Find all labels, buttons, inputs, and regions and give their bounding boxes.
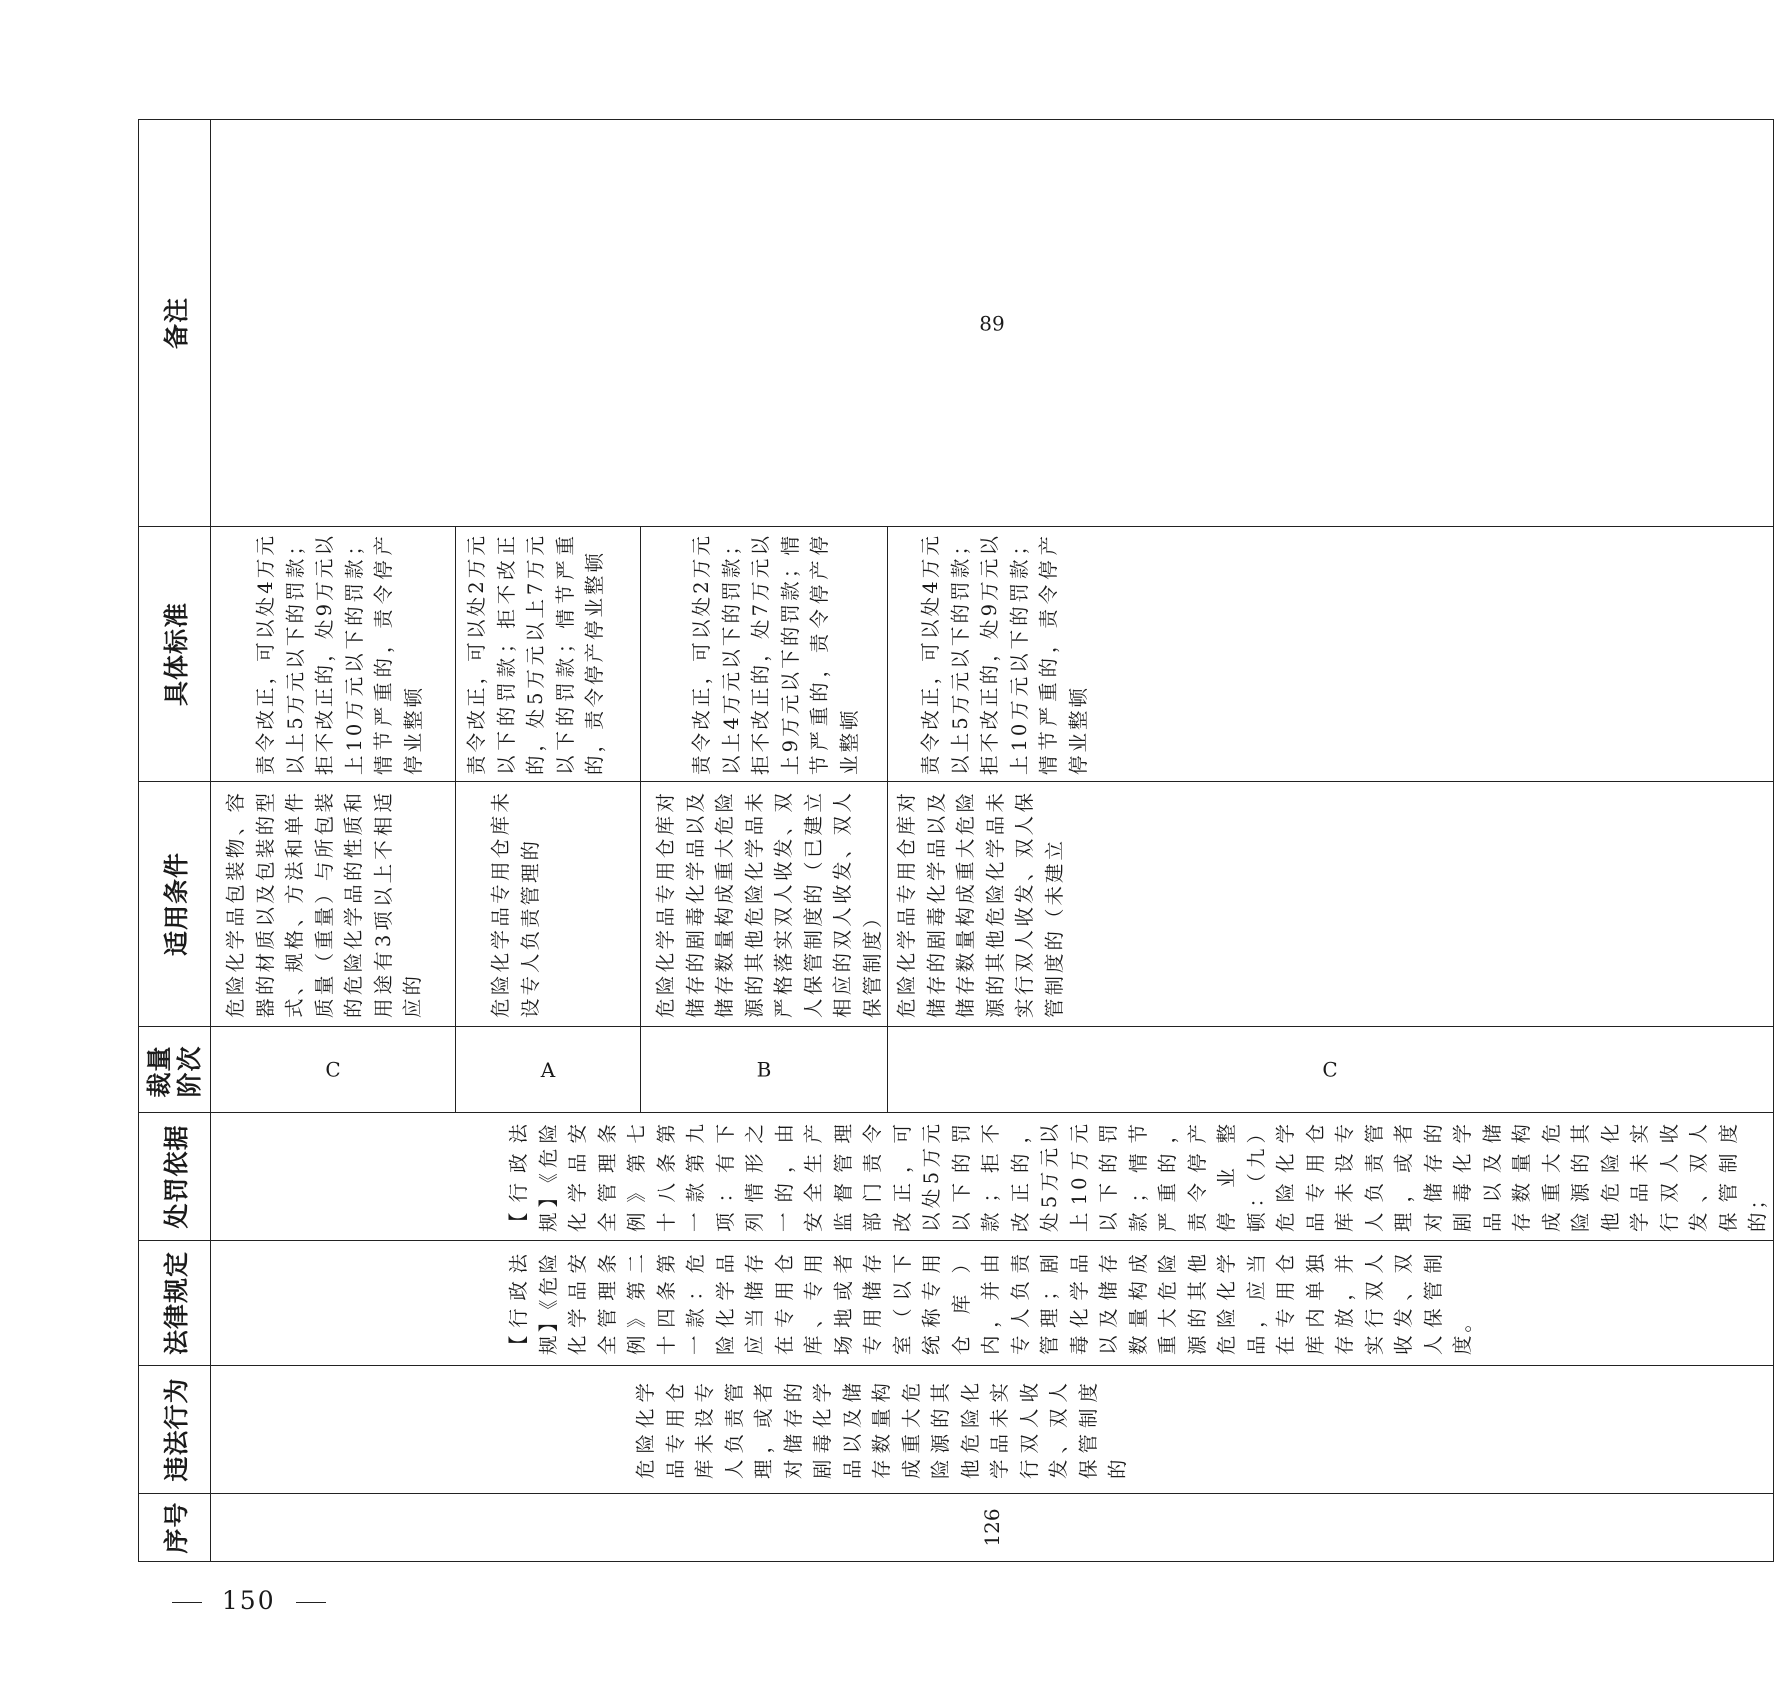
header-remark: 备注 [139,120,211,527]
standard-cell [456,527,641,782]
condition-text: 危险化学品专用仓库未设专人负责管理的 [489,790,542,1018]
page-number: 150 [221,1586,276,1615]
condition-cell [211,782,456,1027]
level-cell [456,1027,641,1113]
standard-text: 责令改正，可以处2万元以下的罚款；拒不改正的，处5万元以上7万元以下的罚款；情节严重的，责令停产停业整顿 [465,533,606,775]
standard-text: 责令改正，可以处4万元以上5万元以下的罚款；拒不改正的，处9万元以上10万元以下的罚款；情节严重的，责令停产停业整顿 [919,533,1090,775]
standard-cell [211,527,456,782]
remark-cell [211,120,1774,527]
law-cell [211,1241,1774,1366]
level-value: B [756,1057,772,1082]
penalty-table [138,119,1774,1562]
header-basis: 处罚依据 [139,1113,211,1241]
footer-dash-left [172,1602,202,1603]
header-seq: 序号 [139,1494,211,1562]
basis-cell [211,1113,1774,1241]
law-text: 【行政法规】《危险化学品安全管理条例》第二十四条第一款：危险化学品应当储存在专用仓库、专用场地或者专用储存室（以下统称专用仓库）内，并由专人负责管理；剧毒化学品以及储存数量构成重大危险源的其他危险化学品，应当在专用仓库内单独存放，并实行双人收发、双人保管制度。 [507,1251,1474,1355]
remark-value: 89 [979,311,1005,336]
level-cell [888,1027,1774,1113]
level-value: A [540,1057,556,1082]
header-level [139,1027,211,1113]
rotated-table-container [138,120,1769,1562]
table-row [211,120,456,1562]
behavior-cell [211,1366,1774,1494]
header-level-label: 裁量阶次 [144,1045,204,1098]
condition-cell [888,782,1774,1027]
standard-text: 责令改正，可以处2万元以上4万元以下的罚款；拒不改正的，处7万元以上9万元以下的罚款；情节严重的，责令停产停业整顿 [690,533,861,775]
seq-cell [211,1494,1774,1562]
standard-cell [641,527,888,782]
condition-cell [456,782,641,1027]
level-cell [641,1027,888,1113]
standard-text: 责令改正，可以处4万元以上5万元以下的罚款；拒不改正的，处9万元以上10万元以下的罚款；情节严重的，责令停产停业整顿 [254,533,425,775]
condition-text: 危险化学品包装物、容器的材质以及包装的型式、规格、方法和单件质量（重量）与所包装的危险化学品的性质和用途有3项以上不相适应的 [224,790,424,1018]
condition-text: 危险化学品专用仓库对储存的剧毒化学品以及储存数量构成重大危险源的其他危险化学品未实行双人收发、双人保管制度的（未建立 [895,790,1066,1018]
behavior-text: 危险化学品专用仓库未设专人负责管理，或者对储存的剧毒化学品以及储存数量构成重大危险源的其他危险化学品未实行双人收发、双人保管制度的 [634,1380,1129,1479]
header-standard: 具体标准 [139,527,211,782]
standard-cell [888,527,1774,782]
footer-dash-right [296,1602,326,1603]
level-value: C [1322,1057,1338,1082]
table-header-row [139,120,211,1562]
header-behavior: 违法行为 [139,1366,211,1494]
page-footer [172,1586,326,1615]
level-cell [211,1027,456,1113]
level-value: C [325,1057,341,1082]
header-law: 法律规定 [139,1241,211,1366]
seq-number: 126 [979,1508,1004,1547]
condition-text: 危险化学品专用仓库对储存的剧毒化学品以及储存数量构成重大危险源的其他危险化学品未严格落实双人收发、双人保管制度的（已建立相应的双人收发、双人保管制度） [654,790,884,1018]
condition-cell [641,782,888,1027]
basis-text: 【行政法规】《危险化学品安全管理条例》第七十八条第一款第九项：有下列情形之一的，由安全生产监督管理部门责令改正，可以处5万元以下的罚款；拒不改正的，处5万元以上10万元以下的罚款；情节严重的，责令停产停业整顿：（九）危险化学品专用仓库未设专人负责管理，或者对储存的剧毒化学品以及储存数量构成重大危险源的其他危险化学品未实行双人收发、双人保管制度的； [507,1121,1769,1232]
header-condition: 适用条件 [139,782,211,1027]
